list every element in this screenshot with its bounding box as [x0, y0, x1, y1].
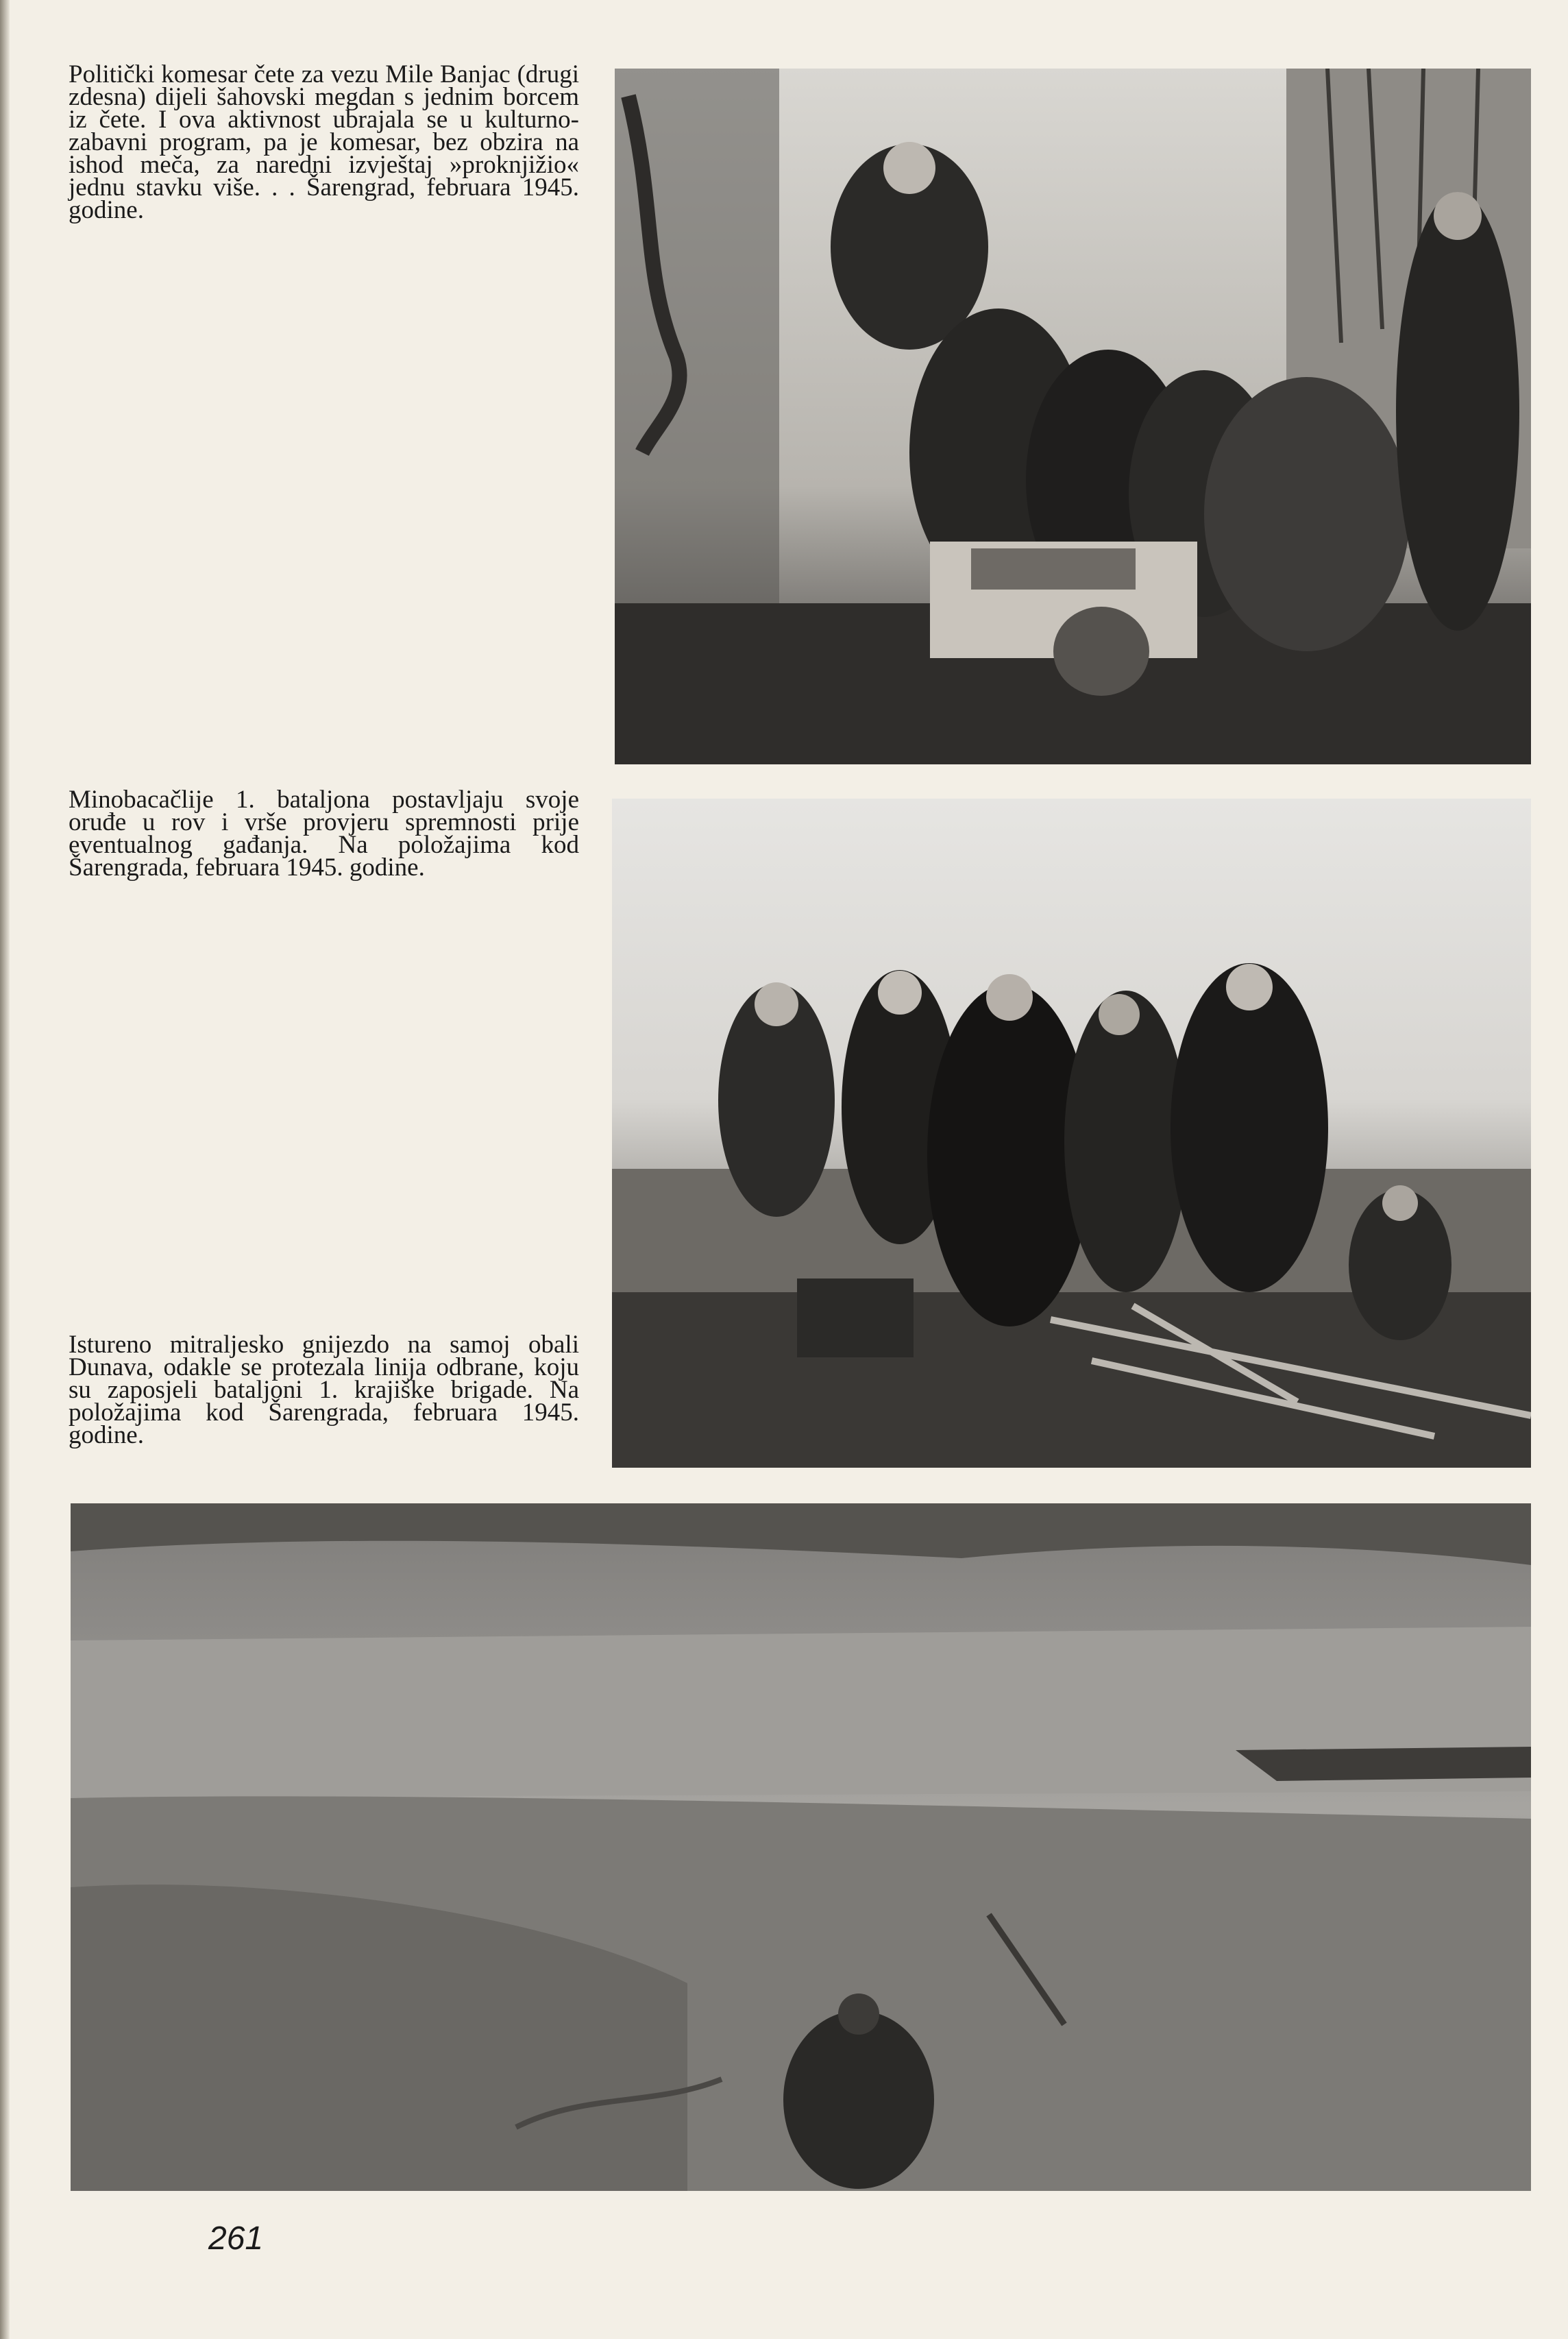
photo-mortar-crew [612, 799, 1531, 1468]
photo-chess-game [615, 69, 1531, 764]
caption-chess-photo: Politički komesar čete za vezu Mile Banjac (drugi zdesna) dijeli šahovski megdan s jednim borcem iz čete. I ova aktivnost ubrajala se u kulturno-zabavni program, pa je komesar, bez obzira na ishod meča, za naredni izvještaj »proknjižio« jednu stavku više. . . Šarengrad, februara 1945. godine. [69, 60, 579, 224]
caption-machine-gun-photo: Istureno mitraljesko gnijezdo na samoj obali Dunava, odakle se protezala linija odbrane, koju su zaposjeli bataljoni 1. krajiške brigade. Na položajima kod Šarengrada, februara 1945. godine. [69, 1331, 579, 1449]
page-number: 261 [208, 2220, 264, 2257]
photo-danube-machine-gun-nest [71, 1503, 1531, 2191]
caption-mortar-photo: Minobacačlije 1. bataljona postavljaju svoje oruđe u rov i vrše provjeru spremnosti prije eventualnog gađanja. Na položajima kod Šarengrada, februara 1945. godine. [69, 786, 579, 882]
binding-edge-shadow [0, 0, 10, 2339]
